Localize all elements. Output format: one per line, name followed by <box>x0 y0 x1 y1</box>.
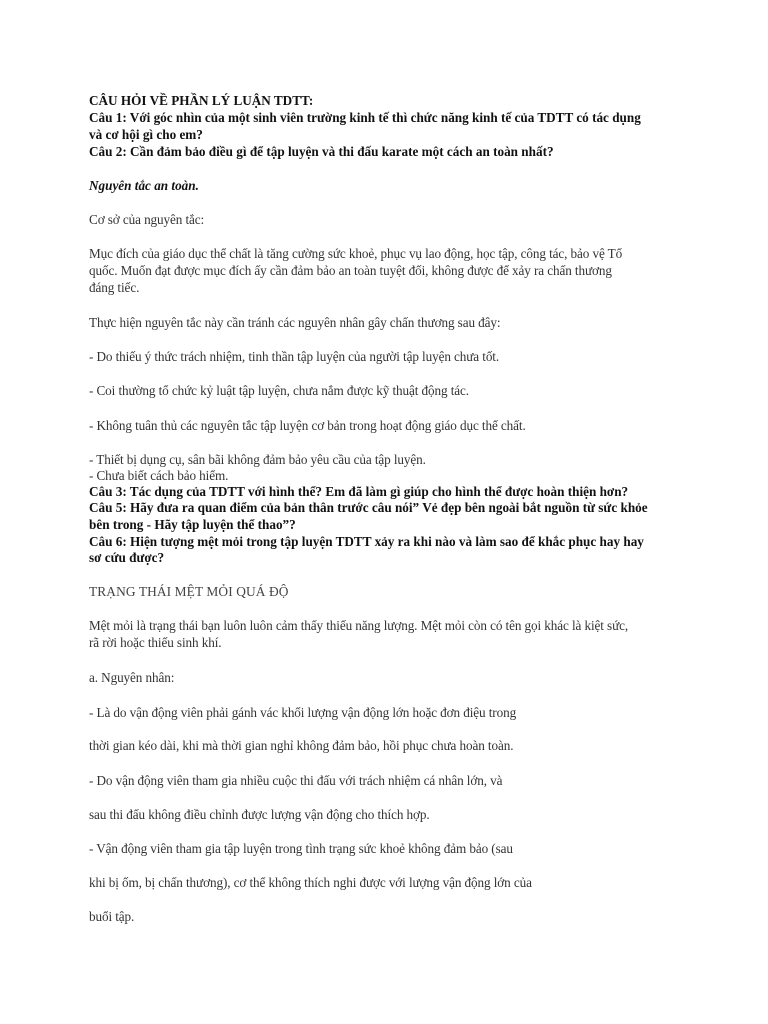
cause-heading: a. Nguyên nhân: <box>89 670 175 685</box>
cause-item-1: - Do thiếu ý thức trách nhiệm, tinh thần tập luyện của người tập luyện chưa tốt. <box>89 349 500 364</box>
fatigue-definition-line-2: rã rời hoặc thiếu sinh khí. <box>89 635 222 650</box>
fatigue-heading: TRẠNG THÁI MỆT MỎI QUÁ ĐỘ <box>89 584 289 599</box>
reason-1-line-1: - Là do vận động viên phải gánh vác khối lượng vận động lớn hoặc đơn điệu trong <box>89 705 517 720</box>
cause-item-5: - Chưa biết cách bảo hiểm. <box>89 468 229 483</box>
reason-3-line-1: - Vận động viên tham gia tập luyện trong tình trạng sức khoẻ không đảm bảo (sau <box>89 841 513 856</box>
question-1-line-2: và cơ hội gì cho em? <box>89 127 203 142</box>
question-1-line-1: Câu 1: Với góc nhìn của một sinh viên trường kinh tế thì chức năng kinh tế của TDTT có tác dụng <box>89 110 641 125</box>
question-6-line-1: Câu 6: Hiện tượng mệt mỏi trong tập luyện TDTT xảy ra khi nào và làm sao để khắc phục hay hay <box>89 534 644 549</box>
reason-3-line-2: khi bị ốm, bị chấn thương), cơ thể không thích nghi được với lượng vận động lớn của <box>89 875 532 890</box>
cause-item-3: - Không tuân thủ các nguyên tắc tập luyện cơ bản trong hoạt động giáo dục thể chất. <box>89 418 526 433</box>
question-6-line-2: sơ cứu được? <box>89 550 165 565</box>
reason-2-line-2: sau thi đấu không điều chỉnh được lượng vận động cho thích hợp. <box>89 807 430 822</box>
cause-item-4: - Thiết bị dụng cụ, sân bãi không đảm bảo yêu cầu của tập luyện. <box>89 452 426 467</box>
principle-heading: Nguyên tắc an toàn. <box>89 178 199 193</box>
question-3: Câu 3: Tác dụng của TDTT với hình thể? Em đã làm gì giúp cho hình thể được hoàn thiện hơn? <box>89 484 629 499</box>
question-5-line-1: Câu 5: Hãy đưa ra quan điểm của bản thân trước câu nói” Vẻ đẹp bên ngoài bắt nguồn từ sức khỏe <box>89 500 648 515</box>
basis-label: Cơ sở của nguyên tắc: <box>89 212 205 227</box>
implement-text: Thực hiện nguyên tắc này cần tránh các nguyên nhân gây chấn thương sau đây: <box>89 315 501 330</box>
reason-2-line-1: - Do vận động viên tham gia nhiều cuộc thi đấu với trách nhiệm cá nhân lớn, và <box>89 773 503 788</box>
purpose-line-2: quốc. Muốn đạt được mục đích ấy cần đảm bảo an toàn tuyệt đối, không được để xảy ra chấn thương <box>89 263 612 278</box>
reason-1-line-2: thời gian kéo dài, khi mà thời gian nghỉ không đảm bảo, hồi phục chưa hoàn toàn. <box>89 738 514 753</box>
fatigue-definition-line-1: Mệt mỏi là trạng thái bạn luôn luôn cảm thấy thiếu năng lượng. Mệt mỏi còn có tên gọi khác là kiệt sức, <box>89 618 629 633</box>
cause-item-2: - Coi thường tổ chức kỷ luật tập luyện, chưa nắm được kỹ thuật động tác. <box>89 383 469 398</box>
question-2: Câu 2: Cần đảm bảo điều gì để tập luyện và thi đấu karate một cách an toàn nhất? <box>89 144 554 159</box>
purpose-line-3: đáng tiếc. <box>89 280 140 295</box>
reason-3-line-3: buổi tập. <box>89 909 135 924</box>
question-5-line-2: bên trong - Hãy tập luyện thể thao”? <box>89 517 296 532</box>
purpose-line-1: Mục đích của giáo dục thể chất là tăng cường sức khoẻ, phục vụ lao động, học tập, công tác, bảo vệ Tổ <box>89 246 623 261</box>
document-title: CÂU HỎI VỀ PHẦN LÝ LUẬN TDTT: <box>89 93 314 108</box>
